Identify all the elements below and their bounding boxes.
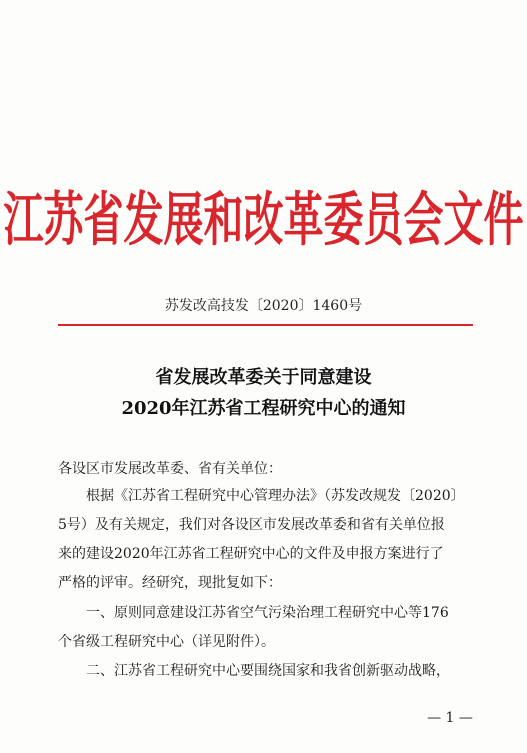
body-paragraph-line: 个省级工程研究中心（详见附件）。 [58, 634, 275, 650]
document-number: 苏发改高技发〔2020〕1460号 [164, 298, 363, 314]
notice-title-line-2: 2020年江苏省工程研究中心的通知 [121, 398, 406, 419]
salutation: 各设区市发展改革委、省有关单位： [58, 461, 282, 477]
notice-title-line-1: 省发展改革委关于同意建设 [155, 367, 372, 388]
body-paragraph-line: 一、原则同意建设江苏省空气污染治理工程研究中心等176 [86, 605, 449, 621]
body-paragraph-line: 来的建设2020年江苏省工程研究中心的文件及申报方案进行了 [58, 546, 444, 562]
red-divider-line [58, 324, 473, 326]
page-number: — 1 — [427, 710, 473, 726]
body-paragraph-line: 根据《江苏省工程研究中心管理办法》（苏发改规发〔2020〕 [86, 488, 465, 504]
body-paragraph-line: 二、江苏省工程研究中心要围绕国家和我省创新驱动战略， [86, 663, 450, 679]
body-paragraph-line: 5号）及有关规定，我们对各设区市发展改革委和省有关单位报 [58, 517, 445, 533]
body-paragraph-line: 严格的评审。经研究，现批复如下： [58, 575, 282, 591]
masthead-title: 江苏省发展和改革委员会文件 [3, 185, 524, 255]
